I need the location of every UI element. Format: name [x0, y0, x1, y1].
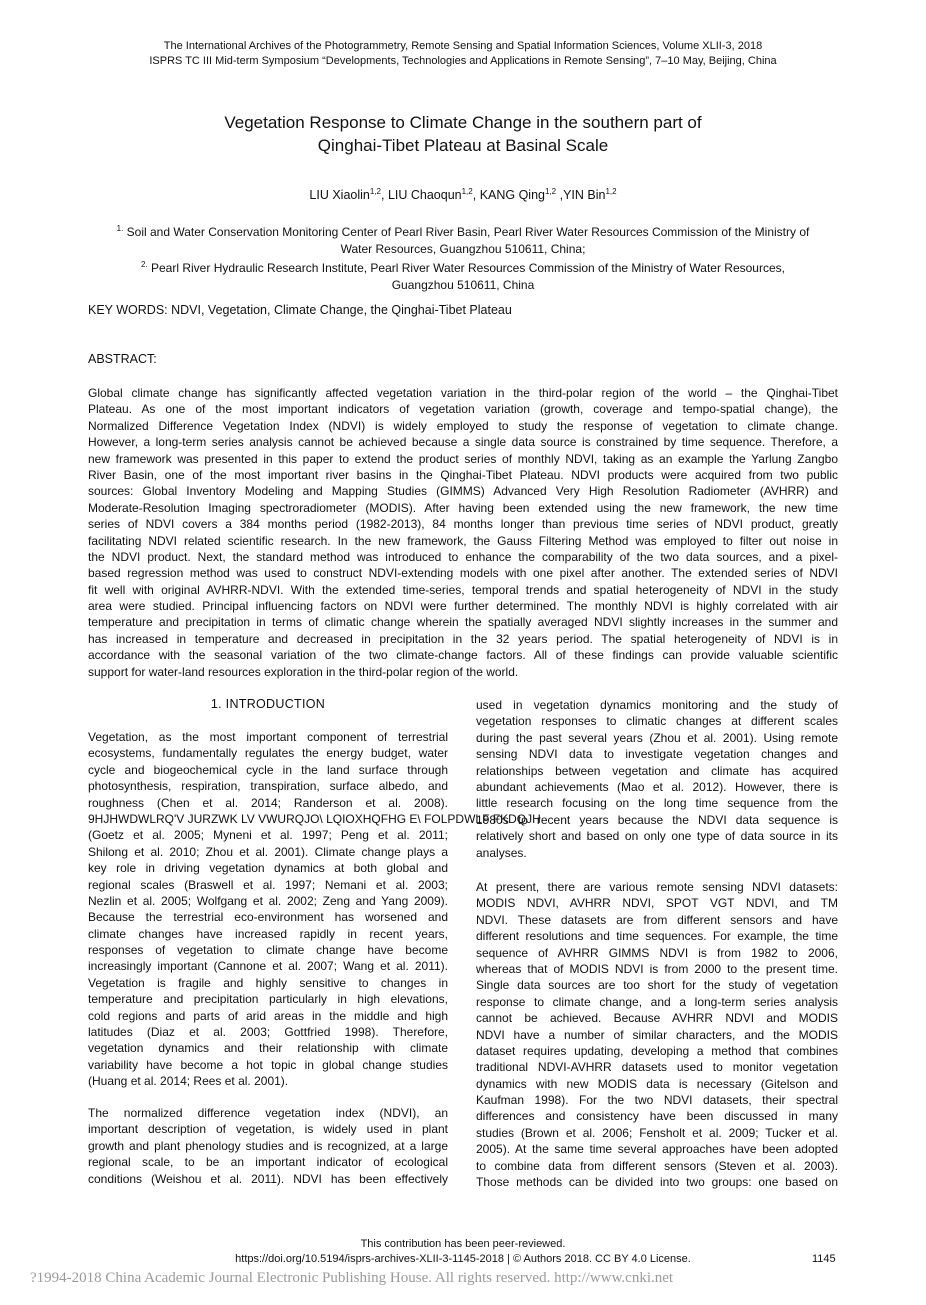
text-line: 9HJHWDWLRQ'V JURZWK LV VWURQJO\ LQIOXHQFHG E\ FOLPDWLF FKDQJH	[88, 811, 541, 826]
text-line: vegetation dynamics and their relationship with climate	[88, 1041, 448, 1056]
abstract-heading: ABSTRACT:	[88, 352, 157, 366]
affiliation-2-line-2: Guangzhou 510611, China	[391, 277, 535, 292]
text-line: analyses.	[476, 845, 527, 860]
header-line-2: ISPRS TC III Mid-term Symposium “Developments, Technologies and Applications in Remote Sensing”, 7–10 May, Beijing, China	[149, 55, 777, 67]
text-line: Nezlin et al. 2005; Wolfgang et al. 2002; Zeng and Yang 2009).	[88, 893, 448, 908]
intro-paragraph-4	[476, 879, 838, 1190]
text-line: accordance with the seasonal variation of the two climate-change factors. All of these findings can provide valuable scientific	[88, 648, 838, 663]
text-line: River Basin, one of the most important river basins in the Qinghai-Tibet Plateau. NDVI products were acquired from two public	[88, 467, 838, 482]
text-line: Vegetation is fragile and highly sensitive to changes in	[88, 975, 448, 990]
text-line: NDVI have a number of similar characters, and the MODIS	[476, 1027, 838, 1042]
peer-review-note: This contribution has been peer-reviewed.	[360, 1238, 566, 1250]
text-line: Plateau. As one of the most important indicators of vegetation variation (growth, coverage and tempo-spatial change), the	[88, 402, 838, 417]
text-line: (Goetz et al. 2005; Myneni et al. 1997; Peng et al. 2011;	[88, 828, 448, 843]
text-line: variability have become a hot topic in global change studies	[88, 1057, 448, 1072]
text-line: studies (Brown et al. 2006; Fensholt et al. 2009; Tucker et al.	[476, 1125, 838, 1140]
text-line: relatively short and based on only one type of data source in its	[476, 829, 838, 844]
text-line: NDVI. These datasets are from different sensors and have	[476, 912, 838, 927]
text-line: Normalized Difference Vegetation Index (NDVI) is widely employed to study the response of vegetation to climate change.	[88, 418, 838, 433]
affiliation-1-line-1	[80, 221, 846, 241]
text-line: Global climate change has significantly affected vegetation variation in the third-polar region of the world – the Qinghai-Tibet	[88, 386, 838, 400]
affiliation-1-line-2: Water Resources, Guangzhou 510611, China;	[340, 241, 586, 256]
text-line: differences and consistency have been discussed in many	[476, 1109, 838, 1124]
text-line: 1980s to recent years because the NDVI data sequence is	[476, 812, 838, 827]
keywords: KEY WORDS: NDVI, Vegetation, Climate Change, the Qinghai-Tibet Plateau	[88, 303, 512, 317]
text-line: little research focusing on the long time sequence from the	[476, 796, 838, 811]
text-line: Those methods can be divided into two groups: one based on	[476, 1175, 838, 1190]
paper-title	[0, 111, 926, 157]
text-line: traditional NDVI-AVHRR datasets used to monitor vegetation	[476, 1060, 838, 1075]
text-line: latitudes (Diaz et al. 2003; Gottfried 1998). Therefore,	[88, 1025, 448, 1040]
text-line: climate changes have increased rapidly in recent years,	[88, 926, 448, 941]
text-line: Moderate-Resolution Imaging spectroradiometer (MODIS). After having been extended using the new framework, the new time	[88, 500, 838, 515]
author: KANG Qing	[479, 188, 545, 203]
abstract-body	[88, 385, 838, 680]
text-line: vegetation responses to climatic changes at different scales	[476, 714, 838, 729]
text-line: facilitating NDVI related scientific research. In the new framework, the Gauss Filtering Method was employed to filter out noise in	[88, 533, 838, 548]
text-line: dynamics with new MODIS data is necessary (Gitelson and	[476, 1076, 838, 1091]
text-line: key role in driving vegetation dynamics at both global and	[88, 861, 448, 876]
intro-paragraph-2	[88, 1105, 448, 1187]
author-affiliation-mark: 1,2	[461, 187, 473, 196]
author: YIN Bin	[563, 188, 606, 203]
affiliation-text: Soil and Water Conservation Monitoring Center of Pearl River Basin, Pearl River Water Resources Commission of the Ministry of	[123, 225, 810, 239]
affiliations	[80, 221, 846, 293]
affiliation-mark: 1.	[116, 224, 124, 233]
author: LIU Chaoqun	[387, 188, 462, 203]
text-line: cannot be achieved. Because AVHRR NDVI and MODIS	[476, 1011, 838, 1026]
text-line: Single data sources are too short for the study of vegetation	[476, 978, 838, 993]
text-line: growth and plant phenology studies and is recognized, at a large	[88, 1138, 448, 1153]
text-line: the NDVI product. Next, the standard method was introduced to enhance the comparability of the two data sources, and a pixel-	[88, 549, 838, 564]
text-line: cold regions and parts of arid areas in the middle and high	[88, 1008, 448, 1023]
text-line: new framework was presented in this paper to extend the product series of monthly NDVI, taking as an example the Yarlung Zangbo	[88, 451, 838, 466]
intro-paragraph-3	[476, 697, 838, 861]
text-line: used in vegetation dynamics monitoring and the study of	[476, 698, 838, 712]
affiliation-mark: 2.	[141, 260, 148, 269]
text-line: during the past several years (Zhou et al. 2001). Using remote	[476, 730, 838, 745]
text-line: responses of vegetation to climate change have become	[88, 943, 448, 958]
text-line: whereas that of MODIS NDVI is from 2000 to the present time.	[476, 961, 838, 976]
journal-header	[0, 39, 926, 69]
text-line: MODIS NDVI, AVHRR NDVI, SPOT VGT NDVI, and TM	[476, 896, 838, 911]
header-line-1: The International Archives of the Photogrammetry, Remote Sensing and Spatial Information Sciences, Volume XLII-3, 2018	[163, 40, 763, 52]
text-line: photosynthesis, respiration, transpiration, surface albedo, and	[88, 779, 448, 794]
text-line: increasingly important (Cannone et al. 2007; Wang et al. 2011).	[88, 959, 448, 974]
section-heading-introduction: 1. INTRODUCTION	[210, 697, 326, 711]
text-line: sources: Global Inventory Modeling and Mapping Studies (GIMMS) Advanced Very High Resolution Radiometer (AVHRR) and	[88, 484, 838, 499]
text-line: series of NDVI covers a 384 months period (1982-2013), 84 months longer than previous time series of NDVI product, greatly	[88, 517, 838, 532]
text-line: roughness (Chen et al. 2014; Randerson et al. 2008).	[88, 795, 448, 810]
text-line: At present, there are various remote sensing NDVI datasets:	[476, 880, 838, 894]
text-line: Kaufman 1998). For the two NDVI datasets, their spectral	[476, 1093, 838, 1108]
text-line: to combine data from different sensors (Steven et al. 2003).	[476, 1158, 838, 1173]
author-affiliation-mark: 1,2	[605, 187, 617, 196]
text-line: support for water-land resources exploration in the third-polar region of the world.	[88, 664, 519, 679]
text-line: sensing NDVI data to investigate vegetation changes and	[476, 747, 838, 762]
text-line: has increased in temperature and decreased in precipitation in the 32 years period. The spatial heterogeneity of NDVI is in	[88, 631, 838, 646]
text-line: Because the terrestrial eco-environment has worsened and	[88, 910, 448, 925]
text-line: ecosystems, fundamentally regulates the energy budget, water	[88, 746, 448, 761]
text-line: important description of vegetation, is widely used in plant	[88, 1122, 448, 1137]
text-line: fit well with original AVHRR-NDVI. With the extended time-series, temporal trends and spatial heterogeneity of NDVI in the study	[88, 582, 838, 597]
text-line: different resolutions and time sequences. For example, the time	[476, 929, 838, 944]
text-line: response to climate change, and a long-term series analysis	[476, 994, 838, 1009]
title-line-2: Qinghai-Tibet Plateau at Basinal Scale	[317, 136, 609, 155]
author-list	[0, 187, 926, 202]
text-line: temperature and precipitation in terms of climatic change wherein the spatially averaged NDVI slightly increases in the summer and	[88, 615, 838, 630]
text-line: However, a long-term series analysis cannot be achieved because a single data source is constrained by time sequence. Therefore, a	[88, 435, 838, 450]
affiliation-2-line-1	[80, 257, 846, 277]
author-affiliation-mark: 1,2	[369, 187, 381, 196]
text-line: sequence of AVHRR GIMMS NDVI is from 1982 to 2006,	[476, 945, 838, 960]
separator: ,	[380, 188, 388, 203]
text-line: conditions (Weishou et al. 2011). NDVI has been effectively	[88, 1171, 448, 1186]
affiliation-text: Pearl River Hydraulic Research Institute, Pearl River Water Resources Commission of the Ministry of Water Resources,	[147, 261, 785, 275]
text-line: Shilong et al. 2010; Zhou et al. 2001). Climate change plays a	[88, 844, 448, 859]
text-line: dataset requires updating, developing a method that combines	[476, 1043, 838, 1058]
text-line: based regression method was used to construct NDVI-extending models with one pixel after another. The extended series of NDVI	[88, 566, 838, 581]
text-line: The normalized difference vegetation index (NDVI), an	[88, 1106, 448, 1120]
author: LIU Xiaolin	[309, 188, 370, 203]
text-line: regional scale, to be an important indicator of ecological	[88, 1155, 448, 1170]
title-line-1: Vegetation Response to Climate Change in the southern part of	[224, 113, 702, 132]
separator: ,	[472, 188, 480, 203]
text-line: Vegetation, as the most important component of terrestrial	[88, 730, 448, 744]
text-line: (Huang et al. 2014; Rees et al. 2001).	[88, 1074, 289, 1089]
doi-license-line: https://doi.org/10.5194/isprs-archives-XLII-3-1145-2018 | © Authors 2018. CC BY 4.0 License.	[235, 1253, 691, 1265]
text-line: abundant achievements (Mao et al. 2012). However, there is	[476, 779, 838, 794]
page-number: 1145	[812, 1253, 836, 1265]
text-line: 2005). At the same time several approaches have been adopted	[476, 1142, 838, 1157]
cnki-watermark: ?1994-2018 China Academic Journal Electronic Publishing House. All rights reserved. http://www.cnki.net	[30, 1270, 674, 1286]
text-line: cycle and biogeochemical cycle in the land surface through	[88, 762, 448, 777]
text-line: area were studied. Principal influencing factors on NDVI were further determined. The monthly NDVI is highly correlated with air	[88, 599, 838, 614]
separator: ,	[556, 188, 564, 203]
text-line: regional scales (Braswell et al. 1997; Nemani et al. 2003;	[88, 877, 448, 892]
author-affiliation-mark: 1,2	[545, 187, 557, 196]
text-line: relationships between vegetation and climate has acquired	[476, 763, 838, 778]
text-line: temperature and precipitation particularly in high elevations,	[88, 992, 448, 1007]
